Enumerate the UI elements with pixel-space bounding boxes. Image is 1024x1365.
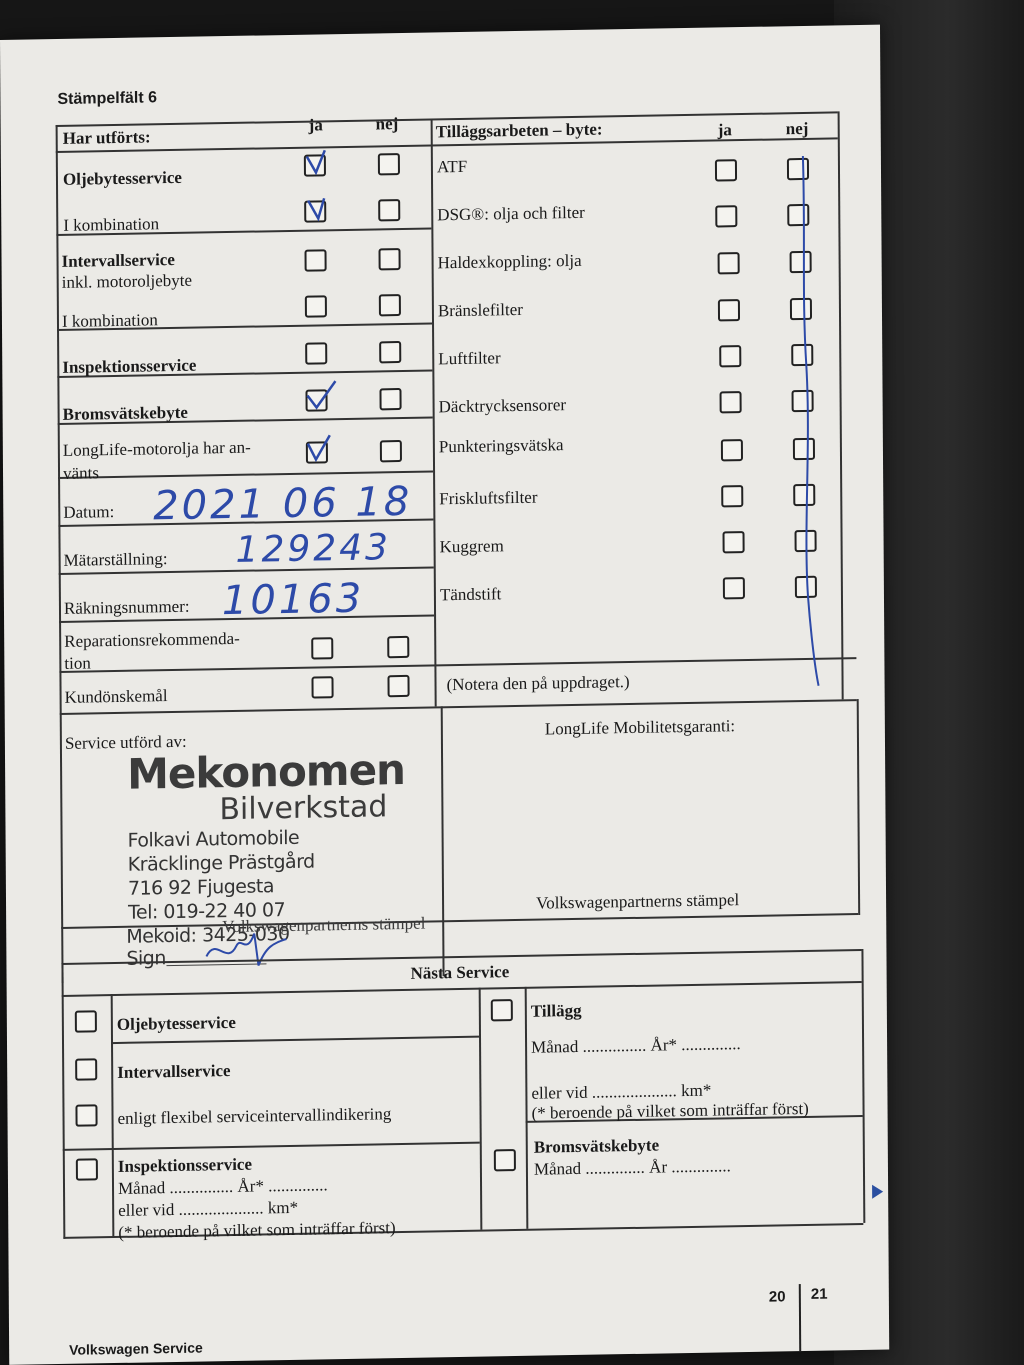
matarstallning-handwritten: 129243	[235, 527, 392, 571]
page-number-left: 20	[768, 1288, 786, 1306]
section-title: Stämpelfält 6	[57, 89, 158, 108]
next-inspektion-month: Månad ............... År* ..............	[117, 1175, 328, 1198]
broms-no-checkbox[interactable]	[379, 388, 401, 410]
luftfilter-yes-checkbox[interactable]	[719, 345, 741, 367]
next-oljebyte-label: Oljebytesservice	[116, 1012, 236, 1034]
next-oljebyte-checkbox[interactable]	[75, 1010, 97, 1032]
extra-item-bransle: Bränslefilter	[437, 299, 523, 321]
checkmark-icon	[303, 381, 333, 416]
rakningsnummer-handwritten: 10163	[221, 575, 365, 625]
longlife-yes-checkbox[interactable]	[306, 441, 328, 463]
checkmark-icon	[302, 192, 332, 227]
kundonskemal-label: Kundönskemål	[64, 686, 168, 707]
next-tillagg-month: Månad ............... År* ..............	[531, 1034, 741, 1057]
stamp-line-mekoid: Mekoid: 3425-030	[126, 922, 290, 948]
next-flexibel-checkbox[interactable]	[75, 1104, 97, 1126]
next-tillagg-checkbox[interactable]	[491, 999, 513, 1021]
stamp-bilverkstad: Bilverkstad	[219, 789, 388, 828]
kombination2-no-checkbox[interactable]	[379, 294, 401, 316]
signature-scribble	[196, 925, 296, 977]
next-inspektion-checkbox[interactable]	[76, 1158, 98, 1180]
dsg-yes-checkbox[interactable]	[715, 205, 737, 227]
kundonskemal-yes-checkbox[interactable]	[311, 676, 333, 698]
extra-item-friskluft: Friskluftsfilter	[439, 487, 538, 509]
rakningsnummer-label: Räkningsnummer:	[63, 596, 190, 618]
next-inspektion-note: (* beroende på vilket som inträffar först)	[118, 1218, 396, 1242]
extra-header: Tilläggsarbeten – byte:	[435, 119, 603, 142]
extra-item-dsg: DSG®: olja och filter	[437, 202, 585, 225]
intervall-yes-checkbox[interactable]	[304, 249, 326, 271]
broms-yes-checkbox[interactable]	[305, 389, 327, 411]
row-inspektionsservice: Inspektionsservice	[62, 355, 197, 377]
extra-col-no: nej	[785, 118, 809, 139]
checkmark-icon	[302, 146, 332, 181]
intervall-no-checkbox[interactable]	[378, 248, 400, 270]
atf-yes-checkbox[interactable]	[715, 159, 737, 181]
extra-item-atf: ATF	[436, 156, 468, 177]
service-booklet-page	[0, 25, 889, 1365]
next-intervall-label: Intervallservice	[117, 1061, 231, 1082]
friskluft-yes-checkbox[interactable]	[721, 485, 743, 507]
next-tillagg-km: eller vid .................... km*	[531, 1080, 712, 1103]
longlife-guarantee-label: LongLife Mobilitetsgaranti:	[544, 716, 736, 739]
kundonskemal-no-checkbox[interactable]	[387, 675, 409, 697]
oljebyte-yes-checkbox[interactable]	[304, 154, 326, 176]
next-flexibel-label: enligt flexibel serviceintervallindikering	[117, 1104, 392, 1128]
row-bromsvatskebyte: Bromsvätskebyte	[62, 402, 188, 424]
datum-label: Datum:	[63, 502, 115, 522]
row-longlife: LongLife-motorolja har an-	[62, 437, 251, 460]
kundonskemal-note: (Notera den på uppdraget.)	[446, 672, 630, 695]
row-i-kombination-1: I kombination	[63, 214, 160, 235]
datum-handwritten: 2021 06 18	[153, 478, 413, 530]
kombination1-yes-checkbox[interactable]	[304, 200, 326, 222]
kuggrem-yes-checkbox[interactable]	[723, 531, 745, 553]
row-i-kombination-2: I kombination	[61, 310, 158, 331]
matarstallning-label: Mätarställning:	[63, 549, 168, 570]
row-intervallservice-sub: inkl. motoroljebyte	[61, 270, 193, 292]
extra-item-tandstift: Tändstift	[439, 584, 502, 605]
inspektion-no-checkbox[interactable]	[379, 341, 401, 363]
footer-brand: Volkswagen Service	[69, 1339, 203, 1358]
kombination1-no-checkbox[interactable]	[378, 199, 400, 221]
next-intervall-checkbox[interactable]	[75, 1058, 97, 1080]
haldex-yes-checkbox[interactable]	[718, 252, 740, 274]
partner-stamp-caption-right: Volkswagenpartnerns stämpel	[536, 890, 740, 913]
reparation-no-checkbox[interactable]	[387, 636, 409, 658]
done-header: Har utförts:	[62, 127, 151, 148]
dacktryck-yes-checkbox[interactable]	[720, 391, 742, 413]
stamp-line-phone: Tel: 019-22 40 07	[128, 899, 286, 924]
next-service-title: Nästa Service	[410, 962, 510, 983]
longlife-no-checkbox[interactable]	[380, 440, 402, 462]
stamp-line-address: Kräcklinge Prästgård	[127, 850, 315, 876]
oljebyte-no-checkbox[interactable]	[378, 153, 400, 175]
punktering-yes-checkbox[interactable]	[721, 439, 743, 461]
next-page-arrow-icon	[872, 1185, 883, 1199]
row-intervallservice: Intervallservice	[61, 249, 175, 271]
service-performed-label: Service utförd av:	[64, 731, 187, 753]
stamp-line-sign: Sign	[126, 947, 166, 970]
done-col-yes: ja	[308, 115, 323, 135]
extra-item-kuggrem: Kuggrem	[439, 536, 504, 557]
reparation-label: Reparationsrekommenda-	[64, 628, 240, 651]
extra-item-punktering: Punkteringsvätska	[438, 435, 564, 457]
inspektion-yes-checkbox[interactable]	[305, 342, 327, 364]
bransle-yes-checkbox[interactable]	[718, 299, 740, 321]
extra-item-luftfilter: Luftfilter	[438, 348, 501, 369]
reparation-label-sub: tion	[64, 653, 91, 673]
next-tillagg-label: Tillägg	[530, 1000, 582, 1021]
partner-stamp-caption-left: Volkswagenpartnerns stämpel	[222, 913, 426, 937]
next-broms-label: Bromsvätskebyte	[533, 1135, 660, 1157]
tandstift-yes-checkbox[interactable]	[723, 577, 745, 599]
extra-item-haldex: Haldexkoppling: olja	[437, 250, 582, 273]
stamp-line-postal: 716 92 Fjugesta	[127, 875, 275, 900]
next-broms-month: Månad .............. År ..............	[533, 1156, 731, 1179]
page-number-right: 21	[810, 1285, 828, 1303]
next-tillagg-note: (* beroende på vilket som inträffar först)	[531, 1098, 809, 1123]
checkmark-icon	[304, 433, 334, 468]
stamp-line-company: Folkavi Automobile	[127, 826, 300, 852]
stamp-mekonomen-logo: Mekonomen	[126, 744, 406, 799]
extra-item-dacktryck: Däcktrycksensorer	[438, 395, 567, 417]
next-inspektion-label: Inspektionsservice	[117, 1154, 253, 1176]
row-oljebytesservice: Oljebytesservice	[62, 167, 182, 189]
next-broms-checkbox[interactable]	[494, 1149, 516, 1171]
next-inspektion-km: eller vid .................... km*	[118, 1197, 299, 1220]
done-col-no: nej	[375, 114, 399, 134]
extra-col-yes: ja	[717, 120, 732, 140]
row-longlife-sub: vänts	[62, 463, 99, 483]
reparation-yes-checkbox[interactable]	[311, 637, 333, 659]
kombination2-yes-checkbox[interactable]	[305, 295, 327, 317]
pen-line-mark	[781, 146, 834, 647]
